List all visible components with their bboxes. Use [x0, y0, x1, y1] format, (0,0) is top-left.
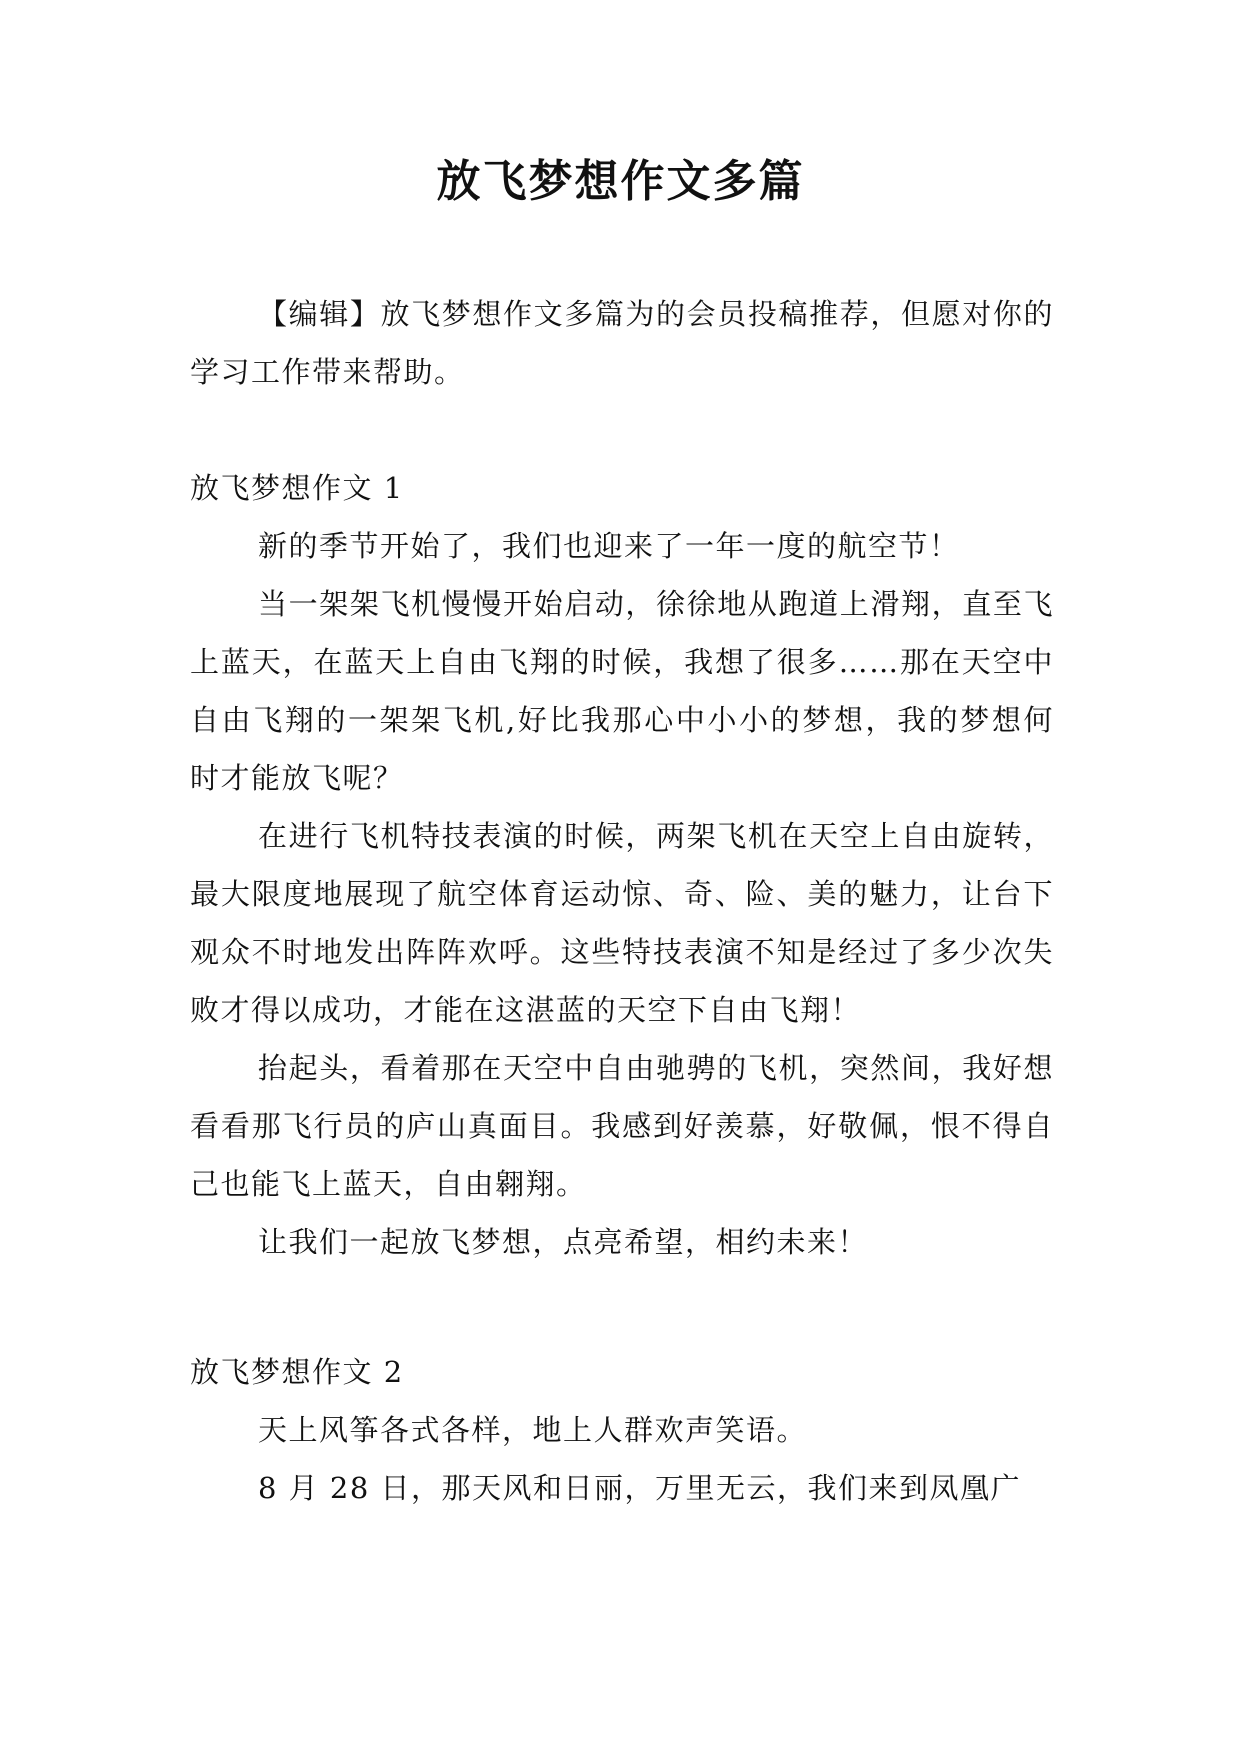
- essay-heading: 放飞梦想作文 1: [190, 471, 404, 505]
- essay-paragraph: 让我们一起放飞梦想，点亮希望，相约未来！: [258, 1225, 869, 1259]
- essay-paragraph: 当一架架飞机慢慢开始启动，徐徐地从跑道上滑翔，直至飞上蓝天，在蓝天上自由飞翔的时候，我想了很多……那在天空中自由飞翔的一架架飞机,好比我那心中小小的梦想，我的梦想何时才能放飞呢？: [190, 587, 1054, 795]
- essay-heading: 放飞梦想作文 2: [190, 1355, 404, 1389]
- essay-paragraph: 新的季节开始了，我们也迎来了一年一度的航空节！: [258, 529, 960, 563]
- essay-paragraph: 天上风筝各式各样，地上人群欢声笑语。: [258, 1413, 808, 1447]
- essay-paragraph: 在进行飞机特技表演的时候，两架飞机在天空上自由旋转，最大限度地展现了航空体育运动惊、奇、险、美的魅力，让台下观众不时地发出阵阵欢呼。这些特技表演不知是经过了多少次失败才得以成功，才能在这湛蓝的天空下自由飞翔！: [190, 819, 1054, 1027]
- intro-paragraph: 【编辑】放飞梦想作文多篇为的会员投稿推荐，但愿对你的学习工作带来帮助。: [190, 297, 1054, 389]
- essay-paragraph: 抬起头，看着那在天空中自由驰骋的飞机，突然间，我好想看看那飞行员的庐山真面目。我感到好羡慕，好敬佩，恨不得自己也能飞上蓝天，自由翱翔。: [190, 1051, 1054, 1201]
- document-body: [190, 285, 1054, 1517]
- document-title: 放飞梦想作文多篇: [436, 156, 805, 207]
- essay-paragraph: 8 月 28 日，那天风和日丽，万里无云，我们来到凤凰广: [258, 1471, 1022, 1505]
